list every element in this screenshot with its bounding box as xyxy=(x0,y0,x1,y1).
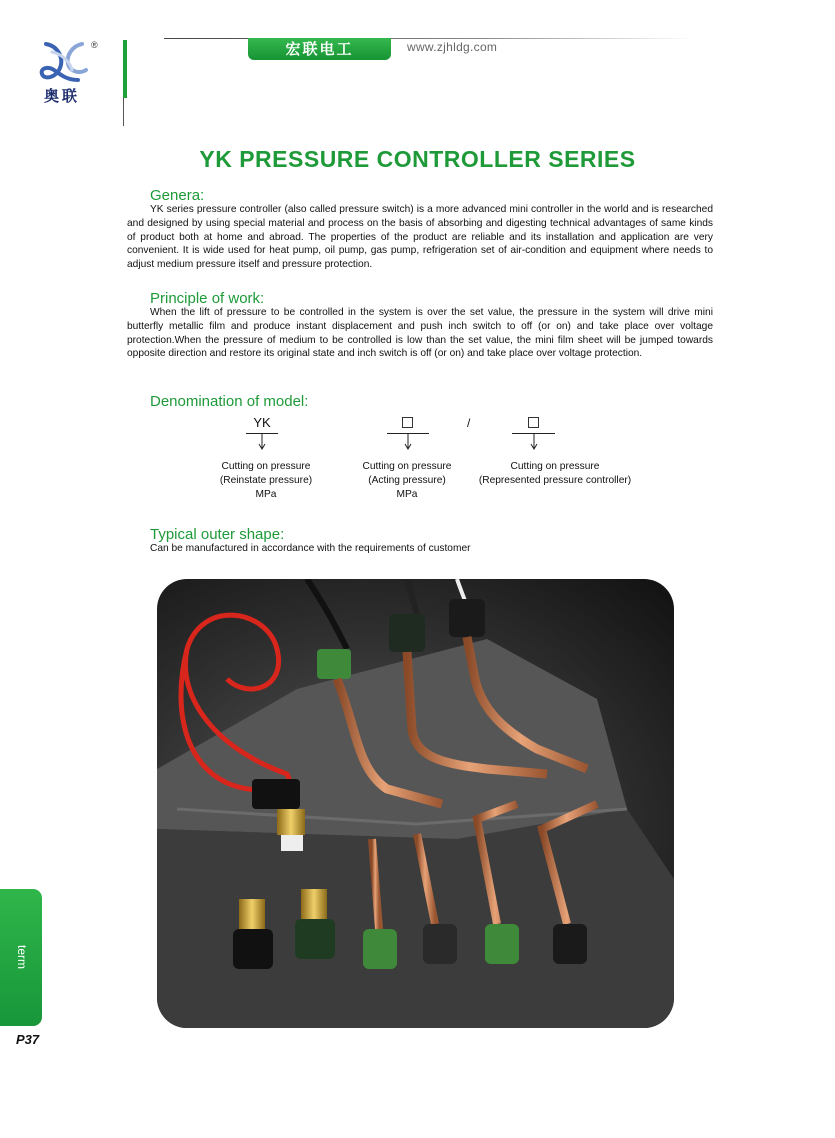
denomination-part-line: Cutting on pressure xyxy=(510,461,600,472)
denomination-part-line: Cutting on pressure xyxy=(221,461,311,472)
page-number: P37 xyxy=(16,1032,40,1047)
denomination-part-unit: MPa xyxy=(396,488,418,500)
pressure-switch xyxy=(449,599,485,637)
header-divider-grey xyxy=(123,98,124,126)
section-heading-shape: Typical outer shape: xyxy=(150,526,285,543)
section-heading-denomination: Denomination of model: xyxy=(150,393,309,410)
principle-paragraph xyxy=(127,306,713,361)
header-rule xyxy=(164,38,692,39)
page-title: YK PRESSURE CONTROLLER SERIES xyxy=(199,146,636,172)
header-divider-green xyxy=(123,40,127,98)
denomination-part-3 xyxy=(460,460,650,488)
pressure-switch xyxy=(363,929,397,969)
brand-tab: 宏联电工 xyxy=(248,38,391,60)
side-tab-label: term xyxy=(15,945,29,969)
denomination-part-line: (Reinstate pressure) xyxy=(219,474,313,486)
model-placeholder-box xyxy=(402,417,413,428)
shape-text: Can be manufactured in accordance with the requirements of customer xyxy=(150,543,471,554)
section-heading-general: Genera: xyxy=(150,187,205,204)
denomination-part-line: (Acting pressure) xyxy=(368,474,446,486)
pressure-switch xyxy=(553,924,587,964)
general-paragraph xyxy=(127,203,713,272)
denomination-part-1 xyxy=(196,460,336,501)
down-arrow-icon xyxy=(257,434,267,450)
down-arrow-icon xyxy=(529,434,539,450)
pressure-switch xyxy=(233,929,273,969)
model-separator: / xyxy=(467,416,471,430)
pressure-switch xyxy=(389,614,425,652)
product-photo xyxy=(157,579,674,1028)
denomination-part-unit: MPa xyxy=(255,488,277,500)
logo-text: 奥联 xyxy=(44,87,81,105)
website-url[interactable]: www.zjhldg.com xyxy=(407,40,498,54)
down-arrow-icon xyxy=(403,434,413,450)
denomination-part-line: (Represented pressure controller) xyxy=(478,474,632,486)
product-illustration xyxy=(157,579,674,1028)
general-text: YK series pressure controller (also called pressure switch) is a more advanced mini controller in the world and is researched and designed by using special material and process on the basis of absorbing and digesting technical advantages of same kinds of product both at home and abroad. The properties of the product are reliable and its installation and application are very convenient. It is wide used for heat pump, oil pump, gas pump, refrigeration set of air-condition and equipment where needs to adjust medium pressure itself and pressure protection. xyxy=(127,204,713,271)
principle-text: When the lift of pressure to be controlled in the system is over the set value, the pressure in the system will drive mini butterfly metallic film and produce instant displacement and push inch switch to off (or on) and take place over voltage protection.When the pressure of medium to be controlled is low than the set value, the mini film sheet will be jumped towards opposite direction and restore its original state and inch switch is off (or on) and take place over voltage protection. xyxy=(127,307,713,360)
denomination-part-2 xyxy=(337,460,477,501)
pressure-switch xyxy=(317,649,351,679)
model-prefix: YK xyxy=(253,415,271,430)
registered-mark: ® xyxy=(91,40,98,50)
model-placeholder-box xyxy=(528,417,539,428)
denomination-part-line: Cutting on pressure xyxy=(362,461,452,472)
pressure-switch xyxy=(295,919,335,959)
pressure-switch xyxy=(252,779,300,809)
logo-mark-icon xyxy=(38,40,92,84)
pressure-switch xyxy=(485,924,519,964)
section-heading-principle: Principle of work: xyxy=(150,290,265,307)
pressure-switch xyxy=(423,924,457,964)
